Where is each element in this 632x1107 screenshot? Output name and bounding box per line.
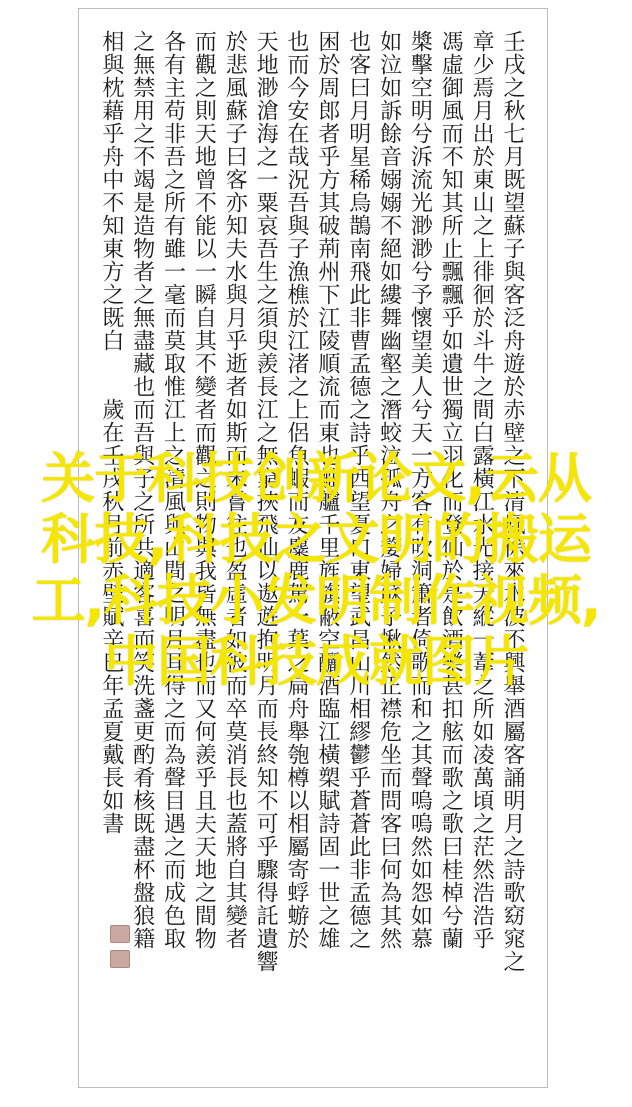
text-column: 也而今安在哉況吾與子漁樵於江渚之上侶魚蝦而友麋鹿駕一葉之扁舟舉匏樽以相屬寄蜉蝣於	[283, 30, 309, 950]
text-column: 之無禁用之不竭是造物者之無盡藏也而吾與子之所共適客喜而笑洗盞更酌肴核既盡杯盤狼籍	[129, 30, 155, 950]
text-column: 馮虛御風而不知其所止飄飄乎如遺世獨立羽化而登仙於是飲酒樂甚扣舷而歌之歌曰桂棹兮蘭	[438, 30, 464, 950]
text-column: 而觀之則天地曾不能以一瞬自其不變者而觀之則物與我皆無盡也而又何羨乎且夫天地之間物	[191, 30, 217, 950]
text-column: 相與枕藉乎舟中不知東方之既白 歲在壬戌秋月前赤壁賦辛巳年孟夏戴長如書	[98, 30, 124, 835]
text-column: 壬戌之秋七月既望蘇子與客泛舟遊於赤壁之下清風徐來水波不興舉酒屬客誦明月之詩歌窈窕之	[500, 30, 525, 973]
text-column: 章少焉月出於東山之上徘徊於斗牛之間白露橫江水光接天縱一葦之所如凌萬頃之茫然浩浩乎	[469, 30, 495, 950]
overlay-title: 关于科技创新论文,云从科技,科技之文明的搬运工,科技小发明制作视频,中国科技成就图片	[31, 447, 601, 693]
seal-stamp-lower	[110, 950, 130, 968]
text-column: 天地渺滄海之一粟哀吾生之須臾羨長江之無窮挾飛仙以遨遊抱明月而長終知不可乎驟得託遺響	[253, 30, 279, 973]
text-column: 也客曰月明星稀烏鵲南飛此非曹孟德之詩乎西望夏口東望武昌山川相繆鬱乎蒼蒼此非孟德之	[345, 30, 371, 950]
text-column: 困於周郎者乎方其破荊州下江陵順流而東也舳艫千里旌旗蔽空釃酒臨江橫槊賦詩固一世之雄	[314, 30, 340, 950]
text-column: 各有主苟非吾之所有雖一毫而莫取惟江上之清風與山間之明月耳得之而為聲目遇之而成色取	[160, 30, 186, 950]
text-column: 槳擊空明兮泝流光渺渺兮予懷望美人兮天一方客有吹洞簫者倚歌而和之其聲嗚嗚然如怨如慕	[407, 30, 433, 950]
text-column: 如泣如訴餘音嫋嫋不絕如縷舞幽壑之潛蛟泣孤舟之嫠婦蘇子愀然正襟危坐而問客曰何為其然	[376, 30, 402, 950]
text-column: 於悲風蘇子曰客亦知夫水與月乎逝者如斯而未嘗往也盈虛者如彼而卒莫消長也蓋將自其變者	[222, 30, 248, 950]
seal-stamp-upper	[110, 925, 130, 943]
